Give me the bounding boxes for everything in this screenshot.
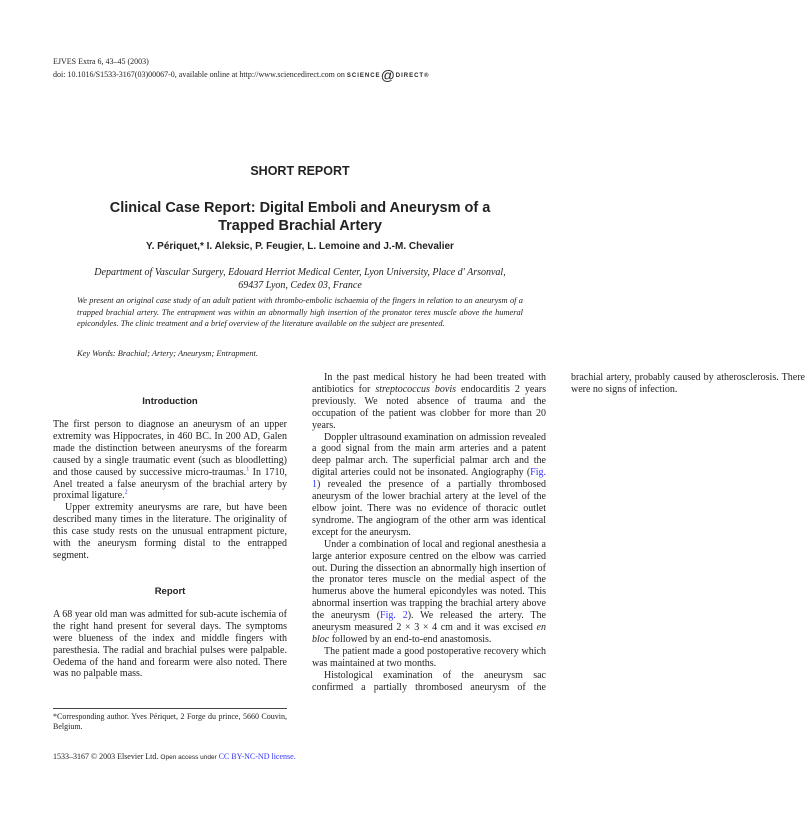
doi-line <box>53 69 430 82</box>
section-label: SHORT REPORT <box>250 164 350 178</box>
introduction-heading: Introduction <box>142 396 198 407</box>
footer: 1533–3167 © 2003 Elsevier Ltd. Open access under CC BY-NC-ND license. <box>53 752 296 761</box>
report-paragraph-2: In the past medical history he had been treated with antibiotics for streptococcus bovis endocarditis 2 years previously. We noted absence of trauma and the occupation of the patient was clobber for more than 20 years. <box>312 372 546 431</box>
reference-2-link[interactable]: 2 <box>124 490 128 497</box>
footnote: *Corresponding author. Yves Périquet, 2 Forge du prince, 5660 Couvin, Belgium. <box>53 712 287 731</box>
report-paragraph-6: Histological examination of the aneurysm sac confirmed a partially thrombosed aneurysm of the brachial artery, probably caused by atherosclerosis. There were no signs of infection. <box>312 372 805 693</box>
article-title: Clinical Case Report: Digital Emboli and Aneurysm of a Trapped Brachial Artery <box>109 200 491 234</box>
intro-paragraph-1: The first person to diagnose an aneurysm of an upper extremity was Hippocrates, in 460 BC. In 200 AD, Galen made the distinction between aneurysms of the forearm caused by a single traumatic event (such as bloodletting) and those caused by successive micro-traumas.$^1$ In 1710, Anel treated a false aneurysm of the brachial artery by proximal ligature.$^2$ <box>53 419 287 502</box>
abstract: We present an original case study of an adult patient with thrombo-embolic ischaemia of the fingers in relation to an aneurysm of a trapped brachial artery. The entrapment was within an abnormally high insertion of the pronator teres muscle above the humeral epicondyles. The clinic treatment and a brief overview of the literature available on the subject are presented. <box>77 296 523 328</box>
report-paragraph-1: A 68 year old man was admitted for sub-acute ischemia of the right hand present for several days. The symptoms were blueness of the index and middle fingers with paresthesia. The radial and brachial pulses were palpable. Oedema of the hand and forearm were also noted. There was no palpable mass. <box>53 608 287 680</box>
authors: Y. Périquet,* I. Aleksic, P. Feugier, L. Lemoine and J.-M. Chevalier <box>146 241 454 252</box>
footnote-divider <box>53 708 287 709</box>
keywords: Key Words: Brachial; Artery; Aneurysm; Entrapment. <box>77 349 258 358</box>
report-heading: Report <box>154 585 186 597</box>
affiliation: Department of Vascular Surgery, Edouard Herriot Medical Center, Lyon University, Place d' Arsonval, 69437 Lyon, Cedex 03, France <box>94 267 506 291</box>
sciencedirect-logo: SCIENCE@DIRECT® <box>346 67 430 83</box>
reference-1-link[interactable]: 1 <box>246 466 250 473</box>
license-link[interactable]: CC BY-NC-ND license. <box>218 752 296 761</box>
report-paragraph-5: The patient made a good postoperative recovery which was maintained at two months. <box>312 645 546 669</box>
doi-text: doi: 10.1016/S1533-3167(03)00067-0, available online at http://www.sciencedirect.com on <box>53 70 345 79</box>
report-paragraph-3: Doppler ultrasound examination on admission revealed a good signal from the main arm arteries and a patent deep palmar arch. The superficial palmar arch and the digital arteries could not be insonated. Angiography (Fig. 1) revealed the presence of a partially thrombosed aneurysm of the lower brachial artery at the level of the elbow joint. There was no evidence of thoracic outlet syndrome. The angiogram of the other arm was identical except for the aneurysm. <box>312 431 546 538</box>
intro-paragraph-2: Upper extremity aneurysms are rare, but have been described many times in the literature. The originality of this case study rests on the unusual entrapment picture, with the aneurysm forming distal to the entrapped segment. <box>53 502 287 561</box>
figure-2-link[interactable]: Fig. 2 <box>380 610 408 622</box>
report-paragraph-4: Under a combination of local and regional anesthesia a large anterior exposure centred on the elbow was carried out. During the dissection an abnormally high insertion of the pronator teres muscle on the medial aspect of the humerus above the humeral epicondyles was noted. This abnormal insertion was trapping the brachial artery above the aneurysm (Fig. 2). We released the artery. The aneurysm measured 2 × 3 × 4 cm and it was excised en bloc followed by an end-to-end anastomosis. <box>312 538 546 645</box>
figure-1-link[interactable]: Fig. 1 <box>312 467 546 491</box>
article-body <box>53 372 805 702</box>
journal-citation: EJVES Extra 6, 43–45 (2003) <box>53 57 149 66</box>
